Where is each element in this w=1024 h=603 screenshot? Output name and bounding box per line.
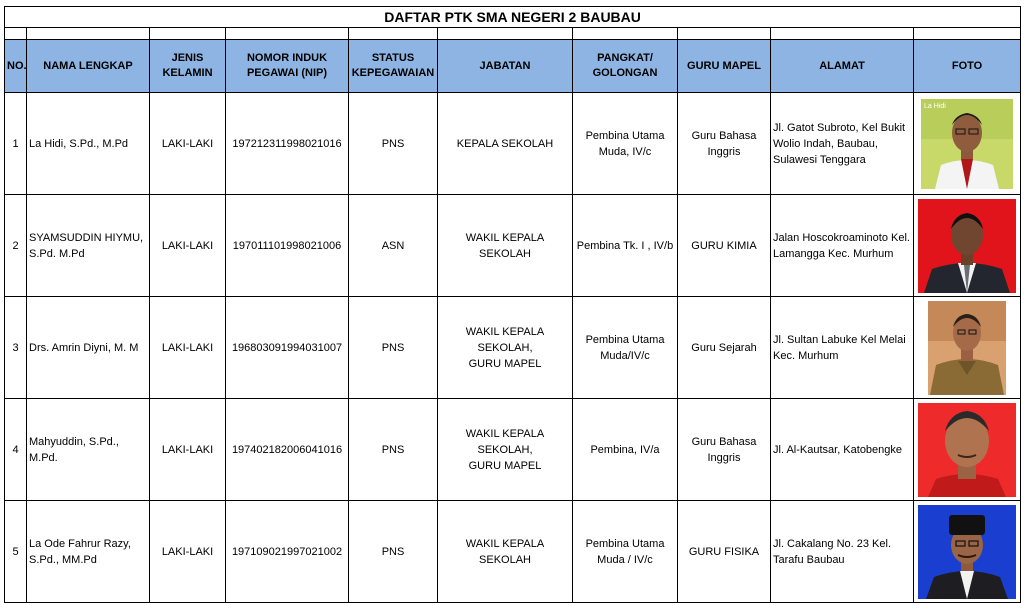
cell-status: PNS [349, 501, 438, 603]
cell-alamat: Jalan Hoscokroaminoto Kel. Lamangga Kec. Murhum [771, 195, 914, 297]
cell-nip: 196803091994031007 [226, 297, 349, 399]
header-nip: NOMOR INDUK PEGAWAI (NIP) [226, 40, 349, 93]
spacer-row [5, 28, 1021, 40]
cell-jenis-kelamin: LAKI-LAKI [150, 195, 226, 297]
cell-nama: SYAMSUDDIN HIYMU, S.Pd. M.Pd [27, 195, 150, 297]
cell-nama: Drs. Amrin Diyni, M. M [27, 297, 150, 399]
cell-no: 5 [5, 501, 27, 603]
cell-jabatan: WAKIL KEPALA SEKOLAH [438, 501, 573, 603]
portrait-photo [921, 99, 1013, 189]
title-row [5, 7, 1021, 28]
cell-status: PNS [349, 399, 438, 501]
portrait-image [918, 403, 1016, 497]
header-status: STATUS KEPEGAWAIAN [349, 40, 438, 93]
photo-caption: La Hidi [924, 102, 946, 110]
header-foto: FOTO [914, 40, 1021, 93]
cell-foto [914, 93, 1021, 195]
cell-nama: Mahyuddin, S.Pd., M.Pd. [27, 399, 150, 501]
table-title: DAFTAR PTK SMA NEGERI 2 BAUBAU [5, 7, 1021, 28]
cell-status: ASN [349, 195, 438, 297]
cell-no: 3 [5, 297, 27, 399]
cell-jenis-kelamin: LAKI-LAKI [150, 93, 226, 195]
ptk-sheet [4, 6, 1020, 603]
cell-pangkat: Pembina Utama Muda/IV/c [573, 297, 678, 399]
header-jenis-kelamin: JENIS KELAMIN [150, 40, 226, 93]
header-alamat: ALAMAT [771, 40, 914, 93]
table-row [5, 195, 1021, 297]
cell-alamat: Jl. Sultan Labuke Kel Melai Kec. Murhum [771, 297, 914, 399]
cell-mapel: Guru Bahasa Inggris [678, 399, 771, 501]
cell-mapel: GURU FISIKA [678, 501, 771, 603]
cell-pangkat: Pembina Utama Muda / IV/c [573, 501, 678, 603]
cell-nama: La Ode Fahrur Razy, S.Pd., MM.Pd [27, 501, 150, 603]
cell-jabatan: WAKIL KEPALA SEKOLAH, GURU MAPEL [438, 297, 573, 399]
cell-foto [914, 297, 1021, 399]
header-no: NO. [5, 40, 27, 93]
header-nama: NAMA LENGKAP [27, 40, 150, 93]
cell-no: 2 [5, 195, 27, 297]
cell-mapel: Guru Bahasa Inggris [678, 93, 771, 195]
cell-mapel: GURU KIMIA [678, 195, 771, 297]
cell-jabatan: KEPALA SEKOLAH [438, 93, 573, 195]
table-row [5, 399, 1021, 501]
table-row [5, 501, 1021, 603]
ptk-table [4, 6, 1021, 603]
portrait-image [928, 301, 1006, 395]
cell-nip: 197212311998021016 [226, 93, 349, 195]
cell-jenis-kelamin: LAKI-LAKI [150, 501, 226, 603]
portrait-image [918, 505, 1016, 599]
cell-foto [914, 399, 1021, 501]
portrait-photo [918, 505, 1016, 599]
table-row [5, 93, 1021, 195]
cell-jabatan: WAKIL KEPALA SEKOLAH [438, 195, 573, 297]
cell-alamat: Jl. Cakalang No. 23 Kel. Tarafu Baubau [771, 501, 914, 603]
cell-pangkat: Pembina Tk. I , IV/b [573, 195, 678, 297]
cell-pangkat: Pembina, IV/a [573, 399, 678, 501]
cell-nip: 197011101998021006 [226, 195, 349, 297]
cell-nip: 197402182006041016 [226, 399, 349, 501]
cell-jenis-kelamin: LAKI-LAKI [150, 399, 226, 501]
cell-alamat: Jl. Gatot Subroto, Kel Bukit Wolio Indah, Baubau, Sulawesi Tenggara [771, 93, 914, 195]
cell-foto [914, 501, 1021, 603]
table-row [5, 297, 1021, 399]
cell-no: 4 [5, 399, 27, 501]
cell-nama: La Hidi, S.Pd., M.Pd [27, 93, 150, 195]
cell-nip: 197109021997021002 [226, 501, 349, 603]
cell-jabatan: WAKIL KEPALA SEKOLAH, GURU MAPEL [438, 399, 573, 501]
cell-status: PNS [349, 93, 438, 195]
portrait-photo [918, 199, 1016, 293]
cell-pangkat: Pembina Utama Muda, IV/c [573, 93, 678, 195]
portrait-photo [918, 403, 1016, 497]
header-jabatan: JABATAN [438, 40, 573, 93]
cell-mapel: Guru Sejarah [678, 297, 771, 399]
cell-foto [914, 195, 1021, 297]
cell-alamat: Jl. Al-Kautsar, Katobengke [771, 399, 914, 501]
header-row [5, 40, 1021, 93]
cell-status: PNS [349, 297, 438, 399]
cell-no: 1 [5, 93, 27, 195]
header-pangkat: PANGKAT/ GOLONGAN [573, 40, 678, 93]
portrait-image [918, 199, 1016, 293]
portrait-image [921, 99, 1013, 189]
header-mapel: GURU MAPEL [678, 40, 771, 93]
portrait-photo [928, 301, 1006, 395]
cell-jenis-kelamin: LAKI-LAKI [150, 297, 226, 399]
